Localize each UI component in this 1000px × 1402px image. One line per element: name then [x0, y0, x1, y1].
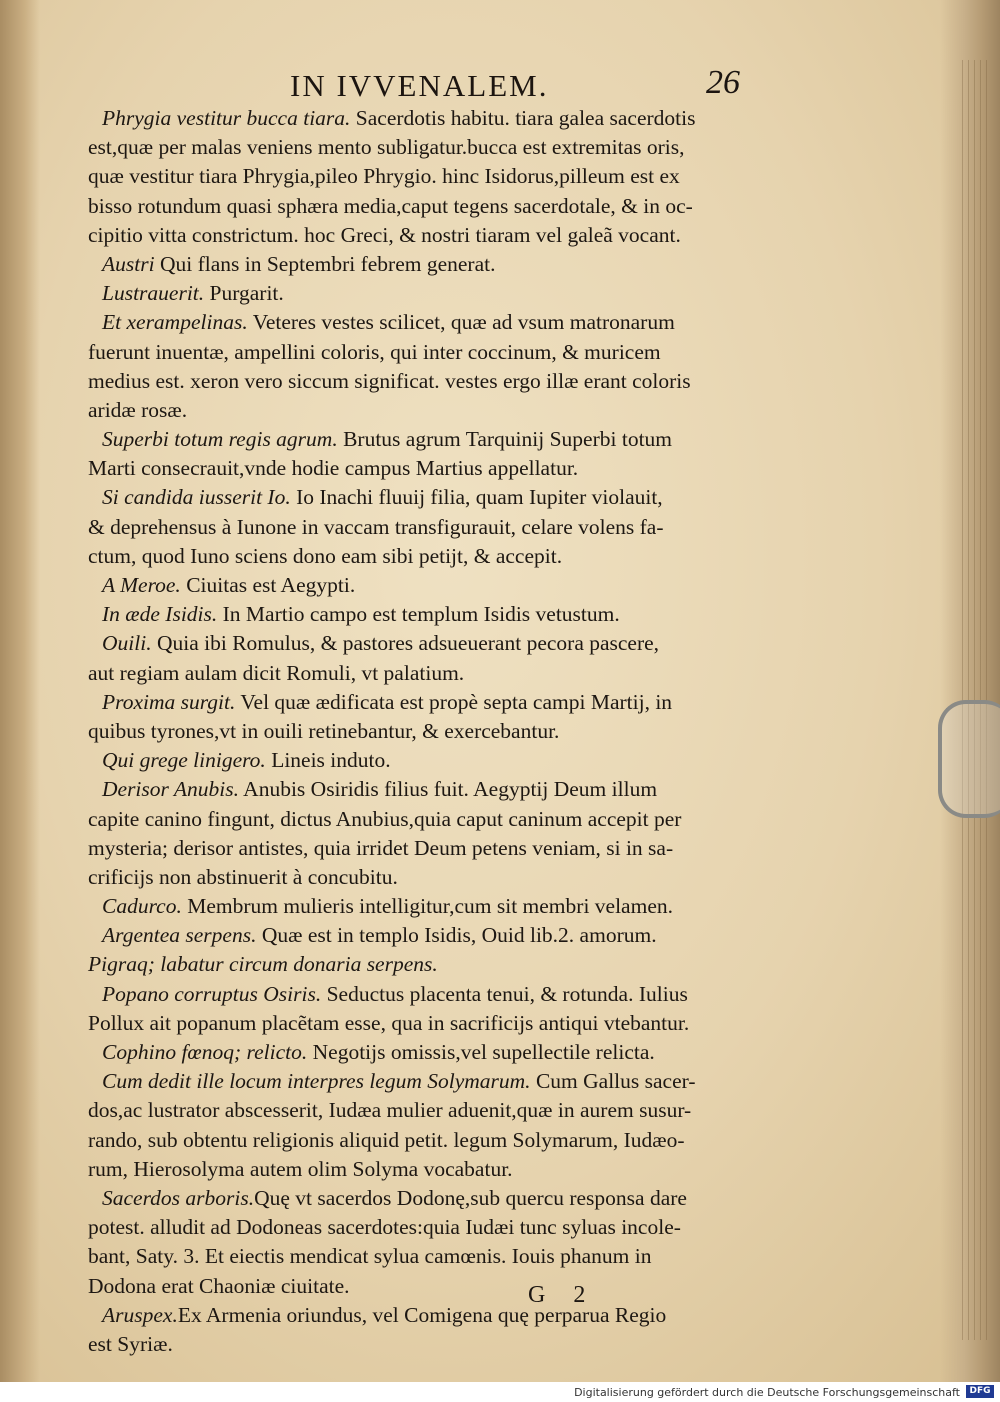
text-line — [88, 1184, 778, 1213]
text-line — [88, 338, 778, 367]
text-line — [88, 688, 778, 717]
text-line — [88, 367, 778, 396]
gloss: quibus tyrones,vt in ouili retinebantur, & exercebantur. — [88, 718, 560, 743]
gloss: Sacerdotis habitu. tiara galea sacerdotis — [350, 106, 696, 130]
text-line — [88, 746, 778, 775]
gloss: dos,ac lustrator abscesserit, Iudæa mulier aduenit,quæ in aurem susur- — [88, 1098, 692, 1123]
gloss: potest. alludit ad Dodoneas sacerdotes:quia Iudæi tunc syluas incole- — [88, 1215, 681, 1240]
header-title: IN IVVENALEM. — [290, 68, 549, 103]
text-line — [88, 1038, 778, 1067]
lemma: Cadurco. — [102, 894, 182, 919]
lemma: Qui grege linigero. — [102, 748, 266, 773]
gloss: Quæ est in templo Isidis, Ouid lib.2. amorum. — [256, 923, 657, 948]
signature-number: 2 — [573, 1282, 586, 1308]
text-line — [88, 863, 778, 892]
page-gutter — [0, 0, 40, 1382]
lemma: Si candida iusserit Io. — [102, 485, 291, 510]
gloss: Vel quæ ædificata est propè septa campi Martij, in — [235, 689, 673, 714]
text-line — [88, 192, 778, 221]
lemma: Sacerdos arboris. — [102, 1185, 255, 1210]
gloss: Pollux ait popanum placẽtam esse, qua in sacrificijs antiqui vtebantur. — [88, 1010, 690, 1035]
text-line — [88, 805, 778, 834]
gloss: Io Inachi fluuij filia, quam Iupiter violauit, — [290, 485, 663, 510]
gloss: capite canino fingunt, dictus Anubius,quia caput caninum accepit per — [88, 806, 682, 831]
text-line — [88, 1272, 778, 1301]
gloss: Ciuitas est Aegypti. — [180, 573, 356, 597]
gloss: Negotijs omissis,vel supellectile relicta. — [307, 1040, 655, 1064]
paper-clip-icon — [938, 700, 1000, 818]
dfg-logo-icon: DFG — [966, 1385, 994, 1398]
gloss: Qui flans in Septembri febrem generat. — [154, 251, 496, 276]
lemma: Austri — [102, 251, 155, 276]
gloss: quæ vestitur tiara Phrygia,pileo Phrygio. hinc Isidorus,pilleum est ex — [88, 164, 680, 189]
text-line — [88, 542, 778, 571]
text-line — [88, 571, 778, 600]
text-line — [88, 221, 778, 250]
gloss: Marti consecrauit,vnde hodie campus Martius appellatur. — [88, 456, 579, 481]
lemma: Argentea serpens. — [102, 923, 257, 948]
lemma: Phrygia vestitur bucca tiara. — [102, 106, 351, 130]
text-line — [88, 250, 778, 279]
text-line — [88, 980, 778, 1009]
gloss: fuerunt inuentæ, ampellini coloris, qui inter coccinum, & muricem — [88, 339, 661, 364]
gloss: rando, sub obtentu religionis aliquid petit. legum Solymarum, Iudæo- — [88, 1127, 685, 1152]
lemma: Lustrauerit. — [102, 281, 205, 306]
lemma: Popano corruptus Osiris. — [102, 981, 322, 1006]
text-line — [88, 629, 778, 658]
gloss: mysteria; derisor antistes, quia irridet Deum petens veniam, si in sa- — [88, 835, 674, 860]
text-line — [88, 834, 778, 863]
signature-mark — [528, 1282, 608, 1309]
gloss: rum, Hierosolyma autem olim Solyma vocabatur. — [88, 1156, 513, 1181]
gloss: crificijs non abstinuerit à concubitu. — [88, 864, 398, 889]
text-line — [88, 1242, 778, 1271]
gloss: Anubis Osiridis filius fuit. Aegyptij Deum illum — [238, 777, 658, 802]
gloss: ctum, quod Iuno sciens dono eam sibi petijt, & accepit. — [88, 543, 563, 568]
text-line — [88, 1126, 778, 1155]
gloss: In Martio campo est templum Isidis vetustum. — [217, 602, 620, 627]
page-edge — [940, 0, 1000, 1382]
signature-letter: G — [528, 1282, 546, 1308]
gloss: aut regiam aulam dicit Romuli, vt palatium. — [88, 660, 465, 685]
lemma: Pigraq; labatur circum donaria serpens. — [88, 952, 438, 977]
text-line — [88, 717, 778, 746]
gloss: Seductus placenta tenui, & rotunda. Iulius — [321, 981, 688, 1006]
text-line — [88, 396, 778, 425]
text-line — [88, 950, 778, 979]
gloss: Dodona erat Chaoniæ ciuitate. — [88, 1273, 350, 1298]
text-line — [88, 1067, 778, 1096]
commentary-text — [88, 104, 778, 1359]
gloss: Cum Gallus sacer- — [530, 1069, 696, 1094]
text-line — [88, 308, 778, 337]
text-line — [88, 162, 778, 191]
gloss: Veteres vestes scilicet, quæ ad vsum matronarum — [247, 310, 675, 335]
lemma: Superbi totum regis agrum. — [102, 427, 338, 452]
gloss: Quę vt sacerdos Dodonę,sub quercu responsa dare — [254, 1185, 687, 1210]
lemma: Et xerampelinas. — [102, 310, 248, 335]
gloss: Quia ibi Romulus, & pastores adsueuerant pecora pascere, — [151, 631, 660, 656]
gloss: Brutus agrum Tarquinij Superbi totum — [337, 427, 673, 452]
lemma: Derisor Anubis. — [102, 777, 239, 802]
gloss: Membrum mulieris intelligitur,cum sit membri velamen. — [181, 894, 673, 919]
lemma: In æde Isidis. — [102, 602, 218, 627]
text-line — [88, 104, 778, 133]
text-line — [88, 133, 778, 162]
text-line — [88, 892, 778, 921]
dfg-credit: Digitalisierung gefördert durch die Deutsche Forschungsgemeinschaft — [574, 1386, 960, 1399]
running-header — [290, 64, 740, 108]
text-line — [88, 1301, 778, 1330]
lemma: Ouili. — [102, 631, 152, 656]
text-line — [88, 1213, 778, 1242]
gloss: est Syriæ. — [88, 1331, 173, 1356]
gloss: Purgarit. — [204, 281, 284, 306]
gloss: cipitio vitta constrictum. hoc Greci, & nostri tiaram vel galeã vocant. — [88, 222, 681, 247]
lemma: Cophino fœnoq; relicto. — [102, 1040, 308, 1064]
lemma: A Meroe. — [102, 573, 181, 597]
gloss: Lineis induto. — [265, 748, 391, 773]
text-line — [88, 513, 778, 542]
text-line — [88, 659, 778, 688]
lemma: Aruspex. — [102, 1302, 178, 1327]
text-line — [88, 454, 778, 483]
lemma: Proxima surgit. — [102, 689, 236, 714]
text-line — [88, 600, 778, 629]
page-number: 26 — [706, 64, 740, 101]
text-line — [88, 279, 778, 308]
gloss: est,quæ per malas veniens mento subligatur.bucca est extremitas oris, — [88, 135, 685, 160]
gloss: bant, Saty. 3. Et eiectis mendicat sylua camœnis. Iouis phanum in — [88, 1244, 652, 1269]
text-line — [88, 1009, 778, 1038]
gloss: bisso rotundum quasi sphæra media,caput tegens sacerdotale, & in oc- — [88, 193, 693, 218]
dfg-banner — [0, 1382, 1000, 1402]
text-line — [88, 775, 778, 804]
gloss: medius est. xeron vero siccum significat. vestes ergo illæ erant coloris — [88, 368, 691, 393]
lemma: Cum dedit ille locum interpres legum Solymarum. — [102, 1069, 531, 1094]
text-line — [88, 1330, 778, 1359]
text-line — [88, 1096, 778, 1125]
gloss: aridæ rosæ. — [88, 397, 188, 422]
gloss: & deprehensus à Iunone in vaccam transfigurauit, celare volens fa- — [88, 514, 664, 539]
text-line — [88, 425, 778, 454]
text-line — [88, 921, 778, 950]
gloss: Ex Armenia oriundus, vel Comigena quę perparua Regio — [177, 1302, 667, 1327]
text-line — [88, 483, 778, 512]
text-line — [88, 1155, 778, 1184]
